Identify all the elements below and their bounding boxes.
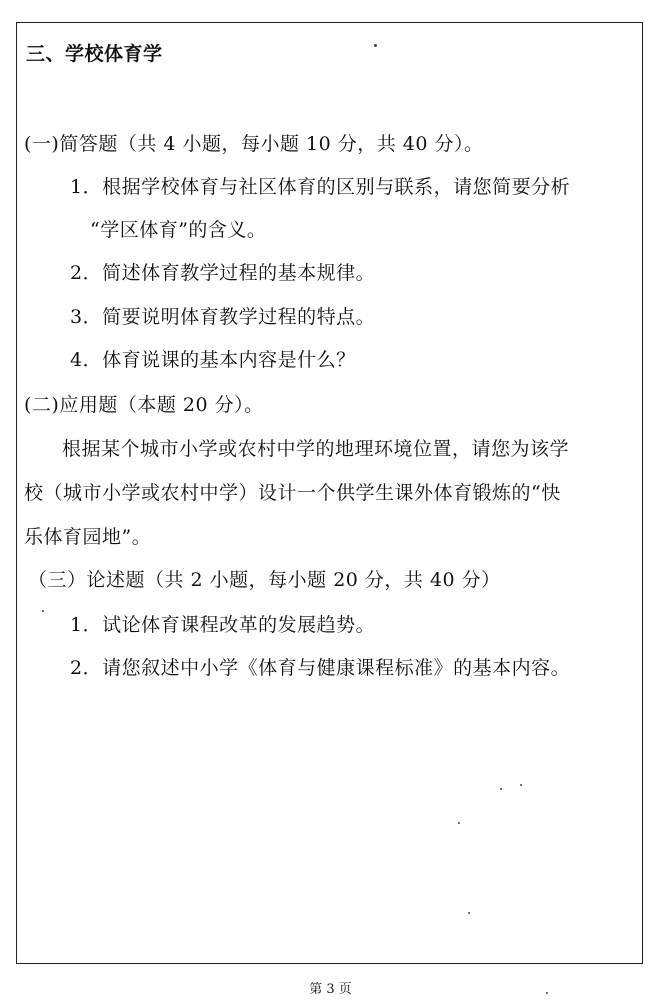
part2-body-line-1: 根据某个城市小学或农村中学的地理环境位置，请您为该学 [62,438,570,460]
section-title: 三、学校体育学 [26,43,163,65]
scan-speck [42,610,44,612]
scan-speck [546,992,548,994]
scan-speck [468,912,470,914]
part1-question-2: 2．简述体育教学过程的基本规律。 [70,262,376,284]
page-number: 第 3 页 [309,982,352,997]
scan-speck [458,822,460,824]
part2-body-line-2: 校（城市小学或农村中学）设计一个供学生课外体育锻炼的“快 [24,482,561,504]
part1-question-4: 4．体育说课的基本内容是什么？ [70,349,356,371]
scan-speck [520,784,522,786]
part1-question-1-line-2: “学区体育”的含义。 [90,219,267,241]
part1-question-1-line-1: 1．根据学校体育与社区体育的区别与联系，请您简要分析 [70,176,571,198]
part3-question-2: 2．请您叙述中小学《体育与健康课程标准》的基本内容。 [70,657,571,679]
part2-heading: (二)应用题（本题 20 分）。 [24,394,264,416]
part1-heading: (一)简答题（共 4 小题，每小题 10 分，共 40 分）。 [24,133,484,155]
scan-speck [374,44,377,47]
part1-question-3: 3．简要说明体育教学过程的特点。 [70,306,376,328]
part3-heading: （三）论述题（共 2 小题，每小题 20 分，共 40 分） [28,569,501,591]
part2-body-line-3: 乐体育园地”。 [24,526,152,548]
part3-question-1: 1．试论体育课程改革的发展趋势。 [70,614,376,636]
scan-speck [500,788,502,790]
